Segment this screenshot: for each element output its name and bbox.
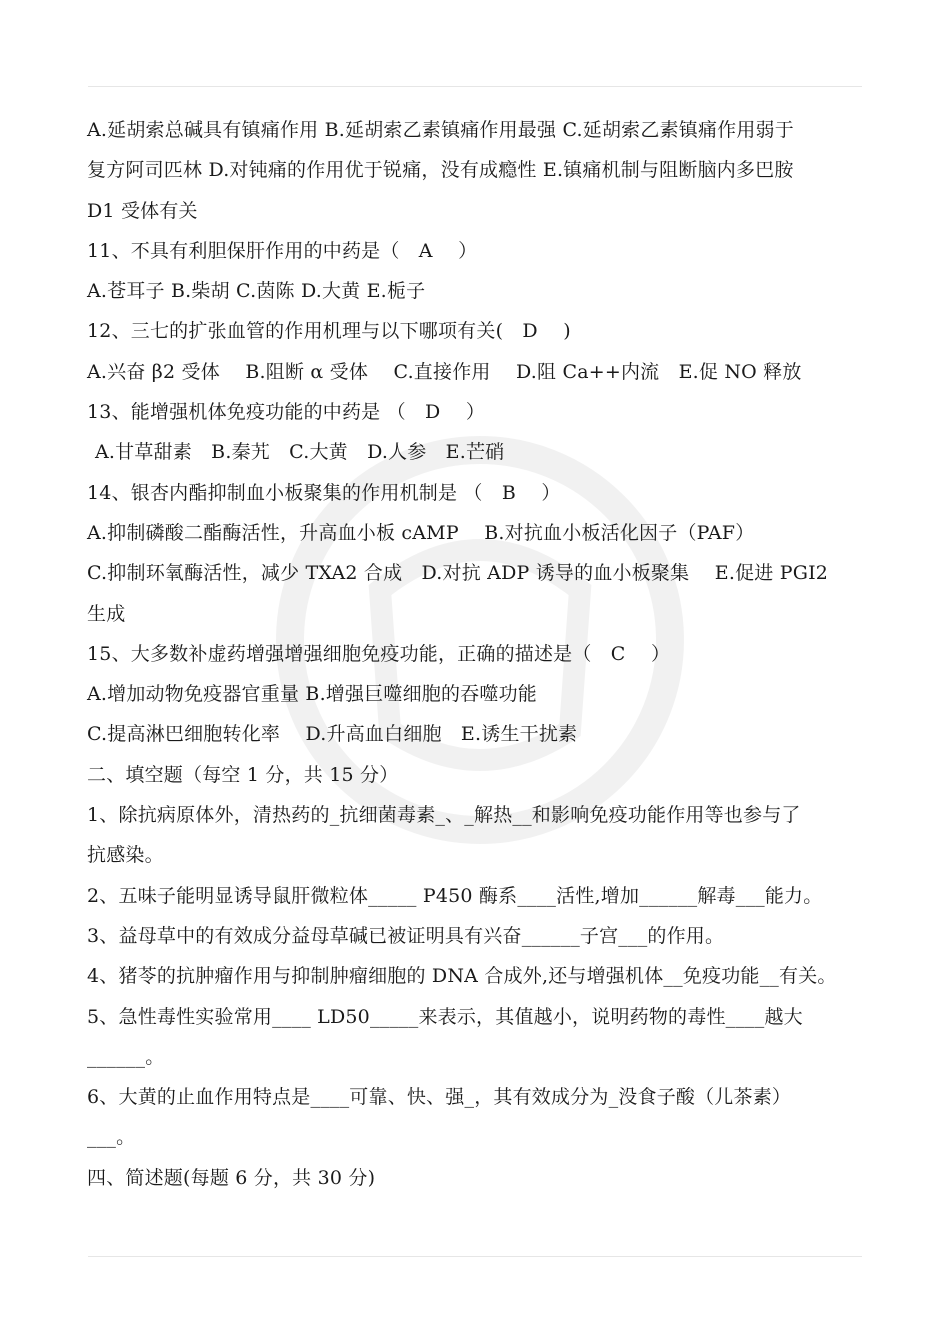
question-14-options-line-3: 生成 [87, 602, 126, 625]
footer-rule [88, 1256, 862, 1257]
fill-in-1-line-2: 抗感染。 [87, 844, 164, 867]
question-10-options-line-2: 复方阿司匹林 D.对钝痛的作用优于锐痛，没有成瘾性 E.镇痛机制与阻断脑内多巴胺 [87, 159, 794, 182]
fill-in-6-line-2: ___。 [87, 1126, 136, 1149]
fill-in-6-line-1: 6、大黄的止血作用特点是____可靠、快、强_，其有效成分为_没食子酸（儿茶素） [87, 1086, 792, 1109]
fill-in-5-line-1: 5、急性毒性实验常用____ LD50_____来表示，其值越小，说明药物的毒性____越大 [87, 1005, 803, 1028]
question-13: 13、能增强机体免疫功能的中药是 （ D ） [87, 401, 486, 424]
section-heading-fill-in: 二、填空题（每空 1 分，共 15 分） [87, 763, 399, 786]
header-rule [88, 86, 862, 87]
fill-in-2: 2、五味子能明显诱导鼠肝微粒体_____ P450 酶系____活性,增加______解毒___能力。 [87, 884, 823, 907]
question-10-options-line-3: D1 受体有关 [87, 199, 198, 222]
fill-in-3: 3、益母草中的有效成分益母草碱已被证明具有兴奋______子宫___的作用。 [87, 924, 725, 947]
fill-in-1-line-1: 1、除抗病原体外，清热药的_抗细菌毒素_、_解热__和影响免疫功能作用等也参与了 [87, 804, 801, 827]
question-14-options-line-2: C.抑制环氧酶活性，减少 TXA2 合成 D.对抗 ADP 诱导的血小板聚集 E.促进 PGI2 [87, 562, 829, 585]
section-heading-short-answer: 四、简述题(每题 6 分，共 30 分) [87, 1166, 376, 1189]
question-14-options-line-1: A.抑制磷酸二酯酶活性，升高血小板 cAMP B.对抗血小板活化因子（PAF） [87, 521, 755, 544]
question-15-options-line-1: A.增加动物免疫器官重量 B.增强巨噬细胞的吞噬功能 [87, 683, 538, 706]
question-14: 14、银杏内酯抑制血小板聚集的作用机制是 （ B ） [87, 481, 561, 504]
question-11: 11、不具有利胆保肝作用的中药是（ A ） [87, 239, 478, 262]
question-13-options: A.甘草甜素 B.秦艽 C.大黄 D.人参 E.芒硝 [95, 441, 505, 464]
question-11-options: A.苍耳子 B.柴胡 C.茵陈 D.大黄 E.栀子 [87, 280, 426, 303]
question-10-options-line-1: A.延胡索总碱具有镇痛作用 B.延胡索乙素镇痛作用最强 C.延胡索乙素镇痛作用弱于 [87, 119, 794, 141]
fill-in-5-line-2: ______。 [87, 1045, 165, 1068]
document-body [87, 110, 887, 1198]
question-12: 12、三七的扩张血管的作用机理与以下哪项有关( D ) [87, 320, 571, 343]
question-12-options: A.兴奋 β2 受体 B.阻断 α 受体 C.直接作用 D.阻 Ca++内流 E.促 NO 释放 [87, 360, 802, 383]
fill-in-4: 4、猪苓的抗肿瘤作用与抑制肿瘤细胞的 DNA 合成外,还与增强机体__免疫功能__有关。 [87, 965, 837, 988]
question-15: 15、大多数补虚药增强增强细胞免疫功能，正确的描述是（ C ） [87, 642, 671, 665]
question-15-options-line-2: C.提高淋巴细胞转化率 D.升高血白细胞 E.诱生干扰素 [87, 723, 578, 746]
